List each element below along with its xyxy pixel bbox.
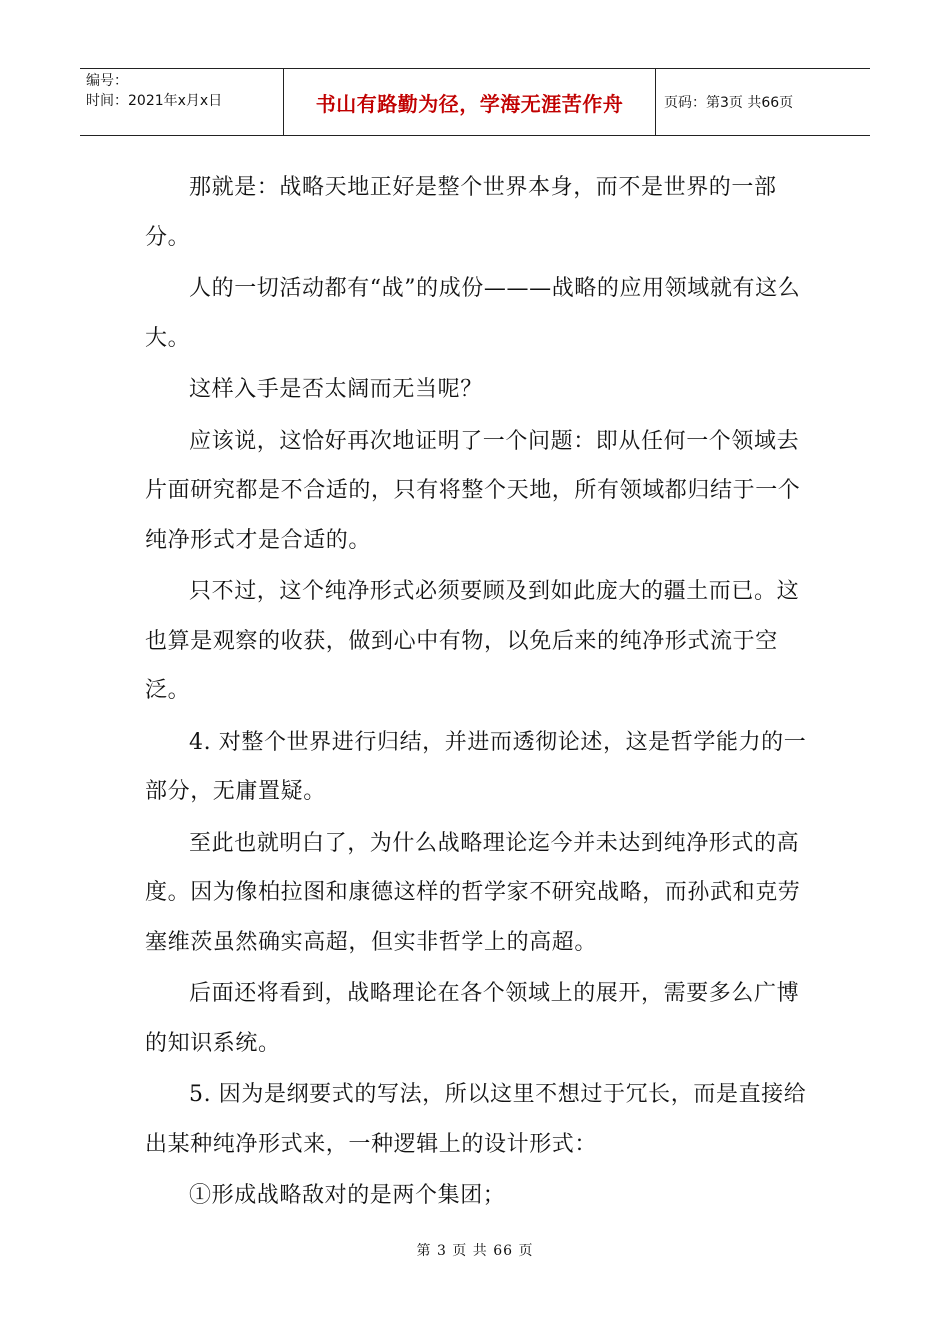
paragraph: 后面还将看到，战略理论在各个领域上的展开，需要多么广博的知识系统。 — [145, 981, 800, 1056]
paragraph: ①形成战略敌对的是两个集团； — [189, 1183, 506, 1208]
doc-number-label: 编号： — [86, 73, 128, 89]
doc-date: 时间：2021年x月x日 — [86, 93, 223, 109]
paragraph: 那就是：战略天地正好是整个世界本身，而不是世界的一部分。 — [145, 175, 777, 250]
header-page-code: 页码：第3页 共66页 — [664, 95, 794, 111]
header-motto: 书山有路勤为径，学海无涯苦作舟 — [315, 91, 624, 116]
page-header — [80, 68, 870, 136]
paragraph: 5. 因为是纲要式的写法，所以这里不想过于冗长，而是直接给出某种纯净形式来，一种逻辑上的设计形式： — [145, 1082, 807, 1157]
paragraph: 4. 对整个世界进行归结，并进而透彻论述，这是哲学能力的一部分，无庸置疑。 — [145, 729, 807, 804]
paragraph: 只不过，这个纯净形式必须要顾及到如此庞大的疆土而已。这也算是观察的收获，做到心中有物，以免后来的纯净形式流于空泛。 — [145, 579, 800, 703]
header-motto-cell — [283, 69, 656, 135]
paragraph: 至此也就明白了，为什么战略理论迄今并未达到纯净形式的高度。因为像柏拉图和康德这样的哲学家不研究战略，而孙武和克劳塞维茨虽然确实高超，但实非哲学上的高超。 — [145, 830, 801, 955]
paragraph: 这样入手是否太阔而无当呢？ — [189, 377, 483, 402]
document-body — [145, 163, 807, 1223]
header-page-cell — [656, 69, 870, 135]
header-meta — [80, 69, 283, 135]
page-footer: 第 3 页 共 66 页 — [416, 1243, 534, 1259]
paragraph: 人的一切活动都有“战”的成份———战略的应用领域就有这么大。 — [145, 276, 801, 351]
paragraph: 应该说，这恰好再次地证明了一个问题：即从任何一个领域去片面研究都是不合适的，只有将整个天地，所有领域都归结于一个纯净形式才是合适的。 — [145, 428, 801, 553]
